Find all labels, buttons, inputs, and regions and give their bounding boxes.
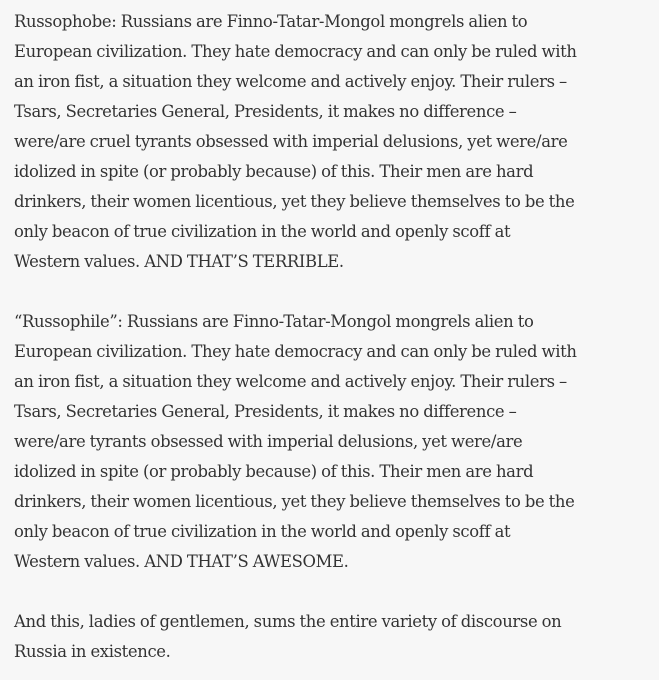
text-line: were/are cruel tyrants obsessed with imperial delusions, yet were/are (14, 132, 568, 151)
text-line: “Russophile”: Russians are Finno-Tatar-Mongol mongrels alien to (14, 312, 534, 331)
text-line: an iron fist, a situation they welcome and actively enjoy. Their rulers – (14, 372, 567, 391)
article-body (14, 7, 659, 667)
text-line: only beacon of true civilization in the world and openly scoff at (14, 522, 511, 541)
text-line: European civilization. They hate democracy and can only be ruled with (14, 342, 577, 361)
text-line: Russophobe: Russians are Finno-Tatar-Mongol mongrels alien to (14, 12, 528, 31)
text-line: only beacon of true civilization in the world and openly scoff at (14, 222, 511, 241)
text-line: And this, ladies of gentlemen, sums the entire variety of discourse on (14, 612, 562, 631)
text-line: an iron fist, a situation they welcome and actively enjoy. Their rulers – (14, 72, 567, 91)
paragraph-russophile (14, 307, 659, 577)
text-line: idolized in spite (or probably because) of this. Their men are hard (14, 162, 534, 181)
text-line: Western values. AND THAT’S TERRIBLE. (14, 252, 344, 271)
text-line: Tsars, Secretaries General, Presidents, it makes no difference – (14, 102, 517, 121)
text-line: drinkers, their women licentious, yet they believe themselves to be the (14, 492, 575, 511)
text-line: European civilization. They hate democracy and can only be ruled with (14, 42, 577, 61)
text-line: Western values. AND THAT’S AWESOME. (14, 552, 349, 571)
paragraph-conclusion (14, 607, 659, 667)
text-line: idolized in spite (or probably because) of this. Their men are hard (14, 462, 534, 481)
text-line: were/are tyrants obsessed with imperial delusions, yet were/are (14, 432, 523, 451)
text-line: Russia in existence. (14, 642, 171, 661)
paragraph-russophobe (14, 7, 659, 277)
text-line: Tsars, Secretaries General, Presidents, it makes no difference – (14, 402, 517, 421)
text-line: drinkers, their women licentious, yet they believe themselves to be the (14, 192, 575, 211)
